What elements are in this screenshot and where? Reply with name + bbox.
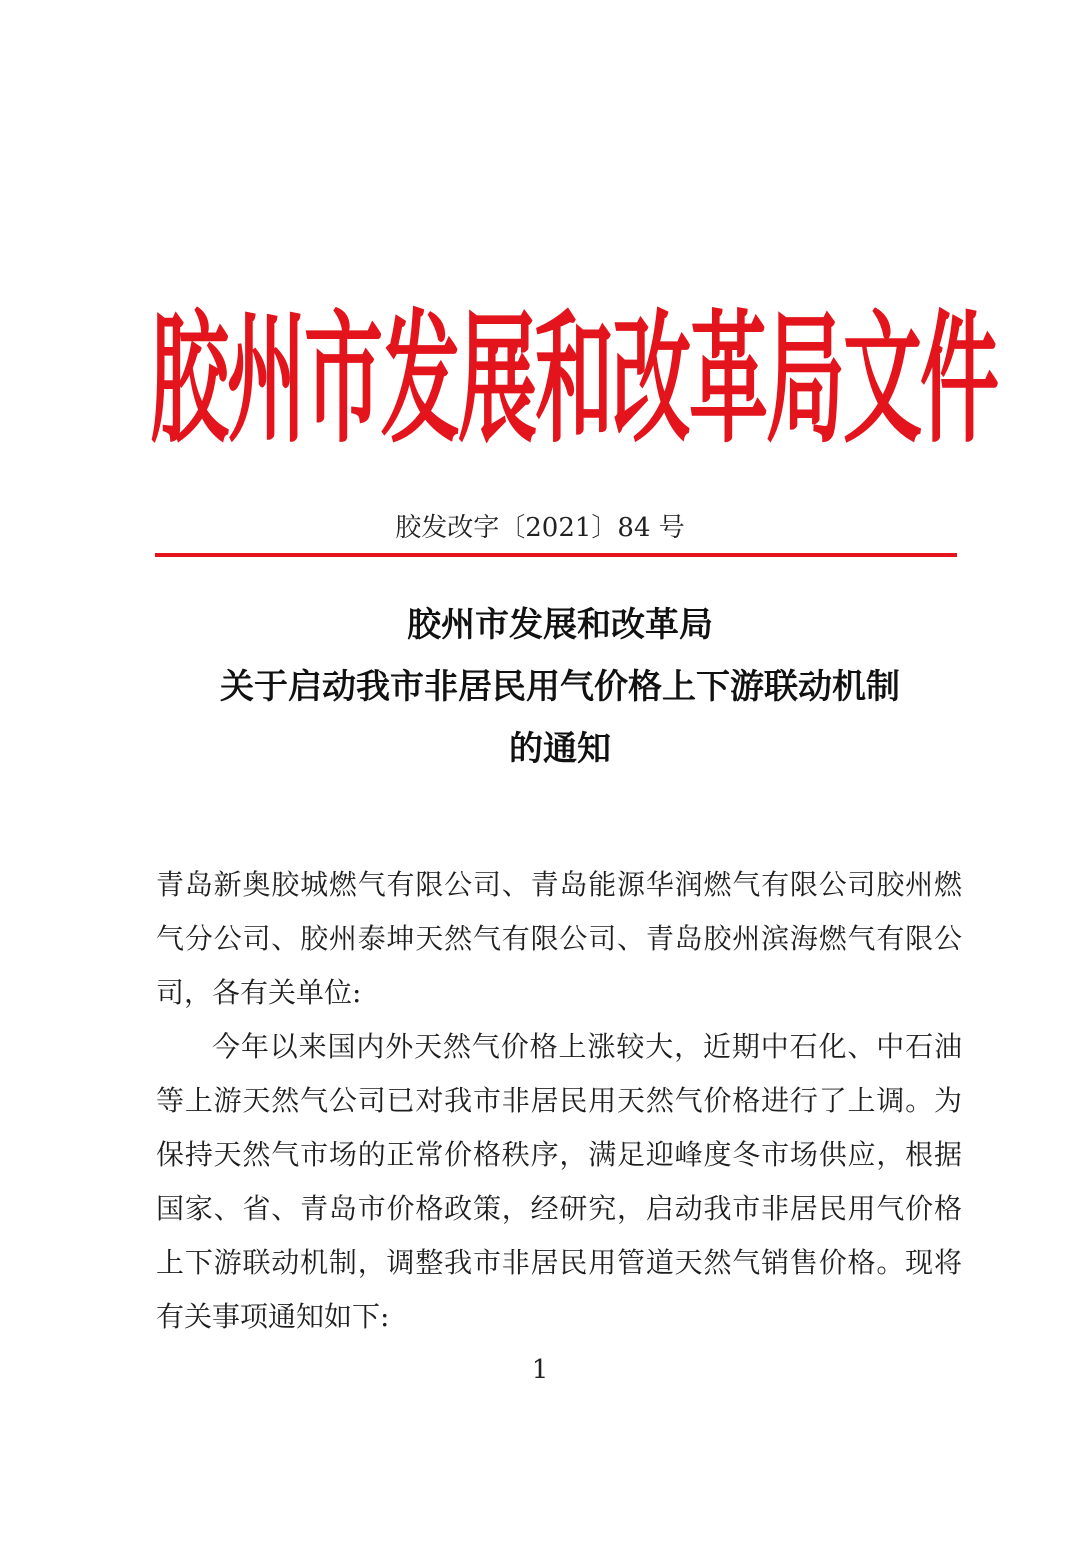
title-line-1: 胶州市发展和改革局 <box>407 605 713 645</box>
addressee: 青岛新奥胶城燃气有限公司、青岛能源华润燃气有限公司胶州燃气分公司、胶州泰坤天然气有限公司、青岛胶州滨海燃气有限公司，各有关单位: <box>156 868 962 1009</box>
document-title <box>120 594 1000 780</box>
document-number: 胶发改字〔2021〕84 号 <box>395 513 685 543</box>
masthead-text: 胶州市发展和改革局文件 <box>150 297 997 463</box>
body-paragraph: 今年以来国内外天然气价格上涨较大，近期中石化、中石油等上游天然气公司已对我市非居民用天然气价格进行了上调。为保持天然气市场的正常价格秩序，满足迎峰度冬市场供应，根据国家、省、青岛市价格政策，经研究，启动我市非居民用气价格上下游联动机制，调整我市非居民用管道天然气销售价格。现将有关事项通知如下: <box>156 1030 962 1333</box>
page-number: 1 <box>531 1355 549 1385</box>
title-line-2: 关于启动我市非居民用气价格上下游联动机制 <box>220 667 900 707</box>
red-divider <box>155 553 957 557</box>
masthead <box>150 297 997 463</box>
document-body <box>156 858 962 1344</box>
title-line-3: 的通知 <box>509 729 611 769</box>
